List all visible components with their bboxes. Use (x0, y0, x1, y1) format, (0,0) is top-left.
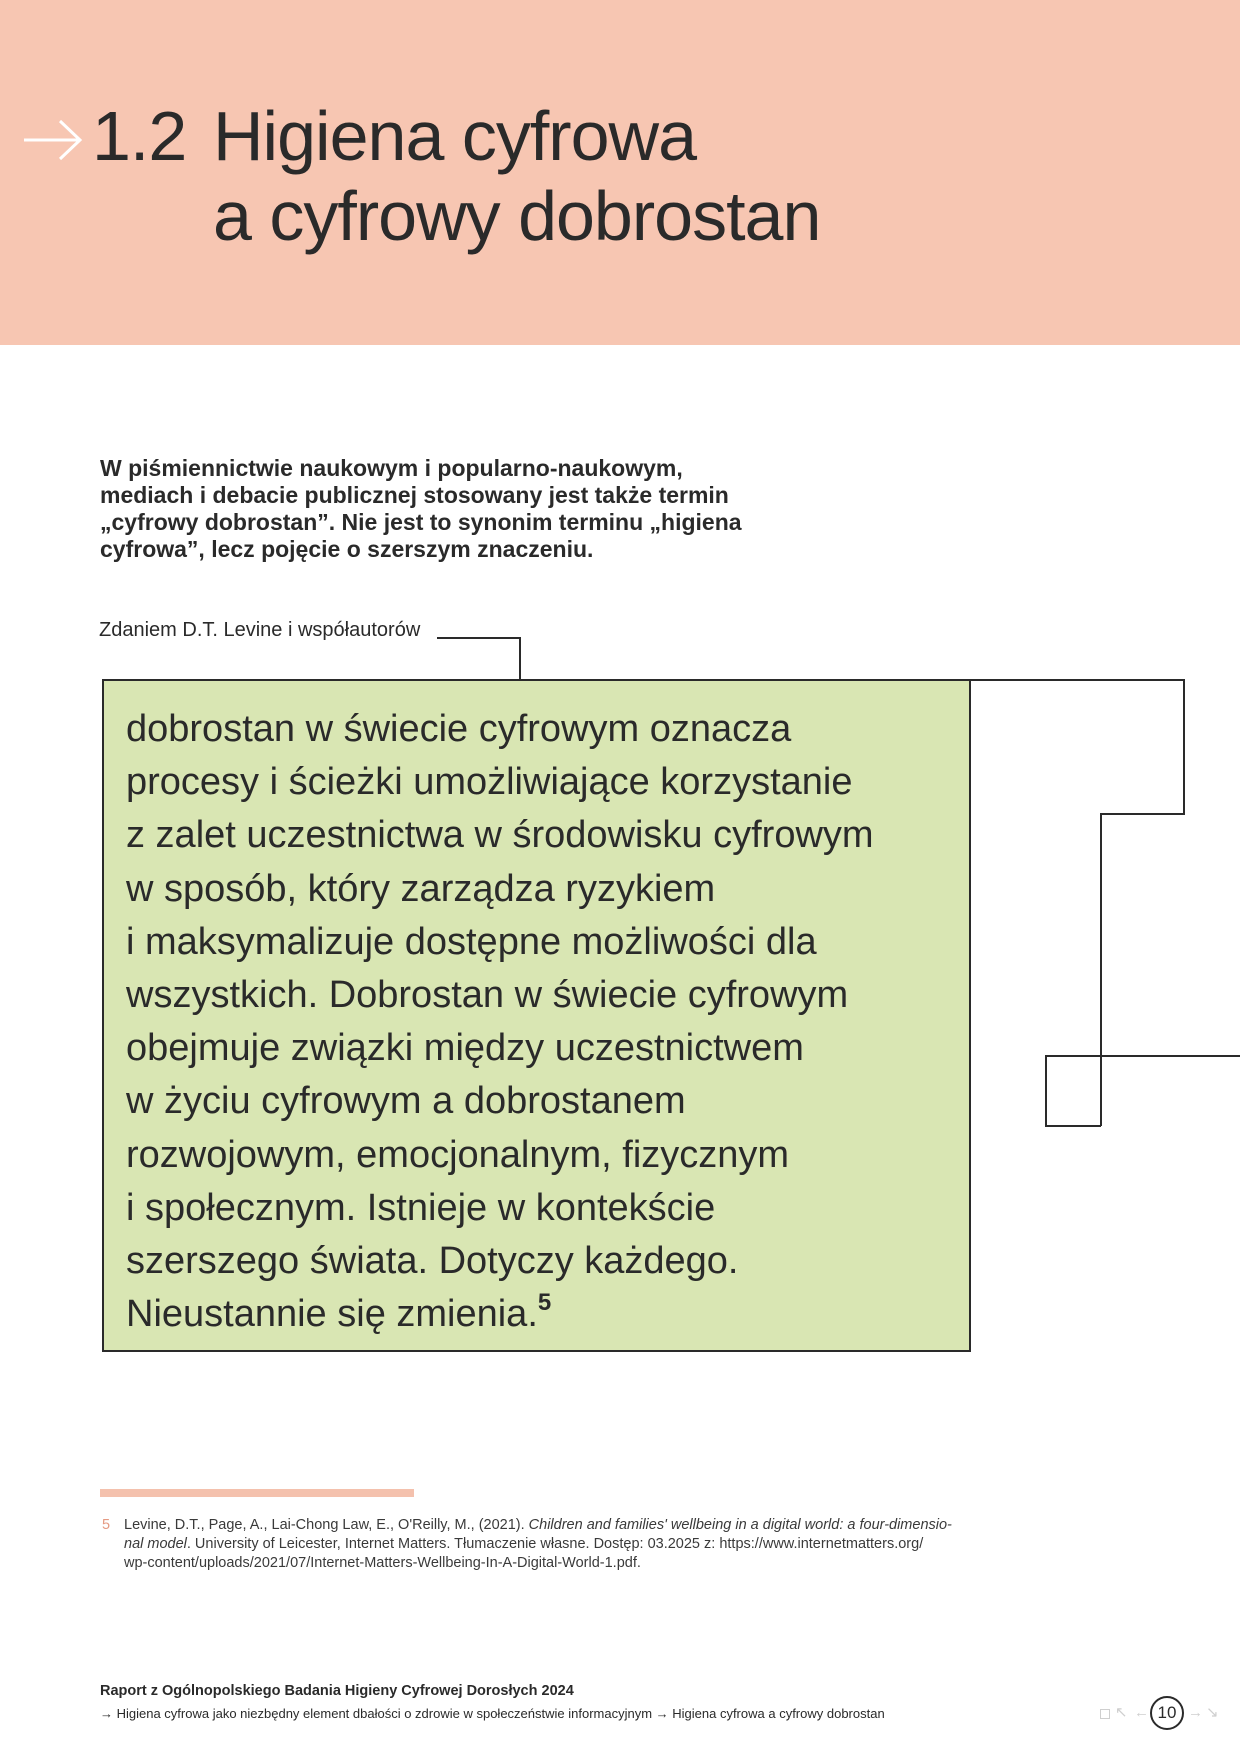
page-number: 10 (1150, 1696, 1184, 1730)
arrow-left-icon[interactable]: ← (1134, 1704, 1149, 1721)
footnote-authors: Levine, D.T., Page, A., Lai-Chong Law, E., O'Reilly, M., (2021). (124, 1517, 529, 1533)
section-number: 1.2 (92, 97, 187, 175)
quote-attribution: Zdaniem D.T. Levine i współautorów (99, 619, 421, 641)
page-navigation (1098, 1696, 1222, 1732)
report-title: Raport z Ogólnopolskiego Badania Higieny Cyfrowej Dorosłych 2024 (100, 1683, 574, 1699)
quote-line: rozwojowym, emocjonalnym, fizycznym (126, 1133, 790, 1176)
footnote-source: . University of Leicester, Internet Matters. Tłumaczenie własne. Dostęp: 03.2025 z: https://www.internetmatters.org/ (186, 1536, 924, 1552)
arrow-up-left-icon[interactable]: ↖ (1115, 1704, 1128, 1721)
quote-line: i maksymalizuje dostępne możliwości dla (126, 920, 817, 963)
quote-line: wszystkich. Dobrostan w świecie cyfrowym (126, 974, 849, 1017)
breadcrumb[interactable]: → Higiena cyfrowa jako niezbędny element dbałości o zdrowie w społeczeństwie informacyjnym → Higiena cyfrowa a cyfrowy dobrostan (100, 1706, 885, 1721)
quote-line: dobrostan w świecie cyfrowym oznacza (126, 708, 792, 750)
quote-line: szerszego świata. Dotyczy każdego. (126, 1240, 739, 1283)
quote-line: i społecznym. Istnieje w kontekście (126, 1186, 716, 1229)
quote-line: procesy i ścieżki umożliwiające korzystanie (126, 761, 853, 804)
lead-line: W piśmiennictwie naukowym i popularno-naukowym, (100, 455, 683, 481)
footnote-line (124, 1535, 964, 1554)
footnote-work-title-end: nal model (124, 1536, 187, 1552)
quote-box (102, 679, 971, 1352)
quote-line: w sposób, który zarządza ryzykiem (126, 867, 716, 910)
footnote-ref[interactable]: 5 (537, 1289, 552, 1317)
footnote-number: 5 (102, 1517, 111, 1533)
lead-line: mediach i debacie publicznej stosowany jest także termin (100, 482, 729, 508)
quote-text (126, 703, 966, 1341)
arrow-right-icon[interactable]: → (1188, 1704, 1203, 1721)
quote-line-last (126, 1288, 966, 1341)
lead-line: cyfrowa”, lecz pojęcie o szerszym znaczeniu. (100, 536, 594, 562)
title-line: a cyfrowy dobrostan (213, 177, 821, 255)
footnote-line (124, 1516, 964, 1535)
footnote-url[interactable]: wp-content/uploads/2021/07/Internet-Matters-Wellbeing-In-A-Digital-World-1.pdf. (124, 1555, 641, 1571)
arrow-down-right-icon[interactable]: ↘ (1206, 1704, 1219, 1721)
quote-line: z zalet uczestnictwa w środowisku cyfrowym (126, 814, 874, 857)
home-square-icon[interactable] (1100, 1709, 1110, 1719)
footnote-divider (100, 1489, 414, 1497)
footnote-text (124, 1516, 964, 1573)
footnote-work-title: Children and families' wellbeing in a digital world: a four-dimensio- (528, 1517, 952, 1533)
quote-line: obejmuje związki między uczestnictwem (126, 1027, 804, 1070)
title-line: Higiena cyfrowa (213, 97, 696, 175)
quote-line: Nieustannie się zmienia. (126, 1293, 538, 1336)
quote-line: w życiu cyfrowym a dobrostanem (126, 1080, 686, 1123)
lead-line: „cyfrowy dobrostan”. Nie jest to synonim terminu „higiena (100, 509, 742, 535)
